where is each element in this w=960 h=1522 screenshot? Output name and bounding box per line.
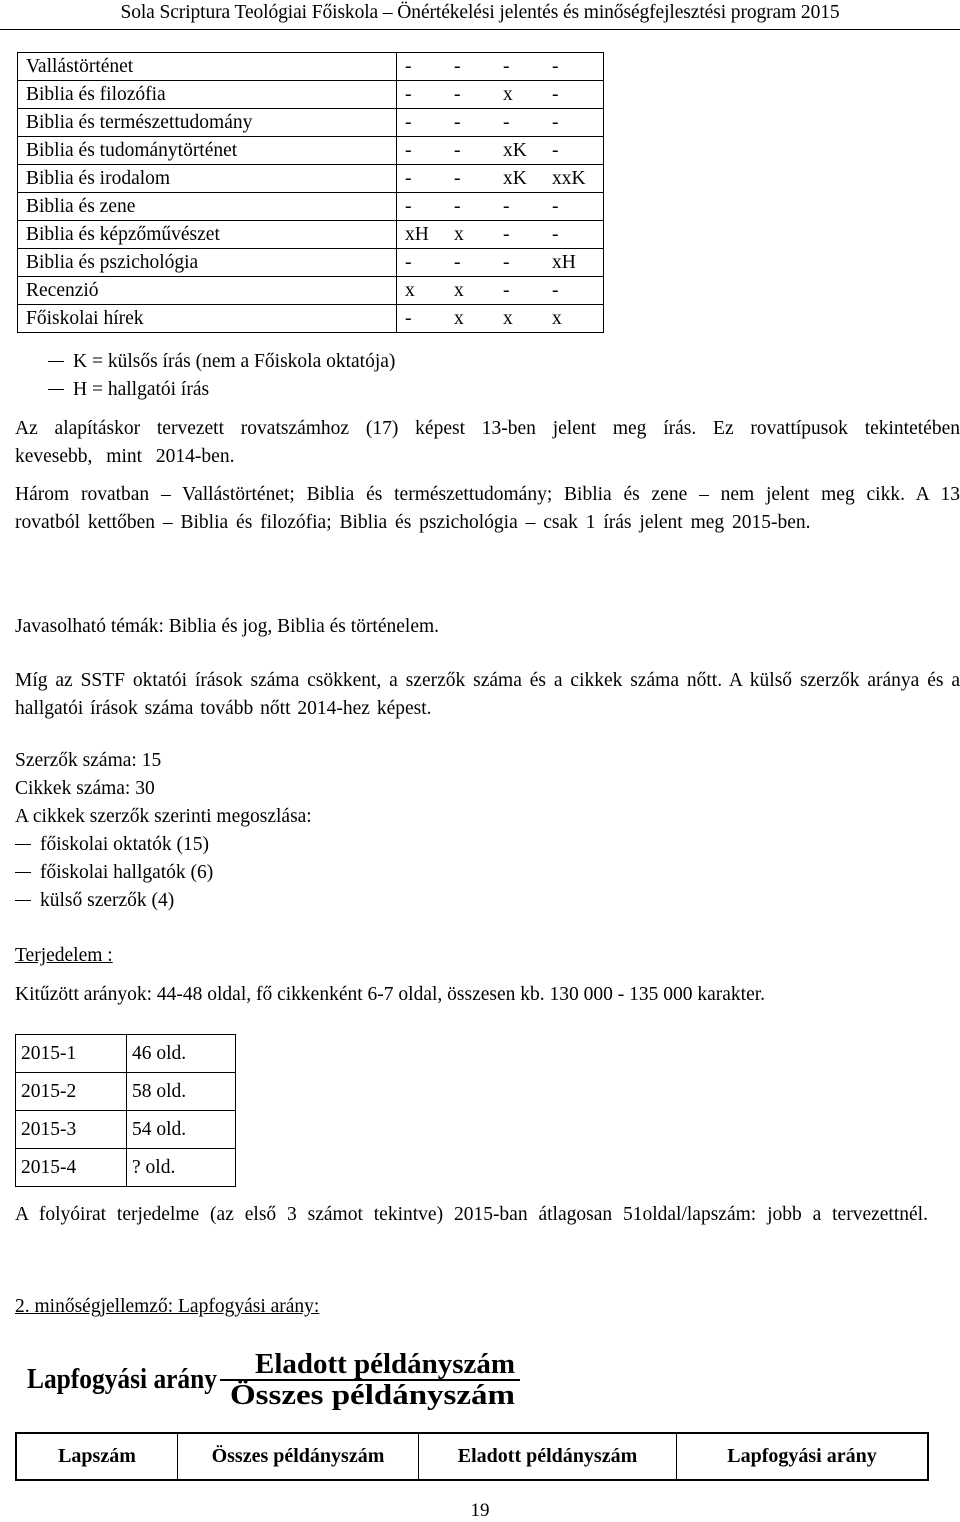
distribution-item: főiskolai hallgatók (6)	[15, 859, 213, 887]
ratio-formula	[25, 1352, 525, 1412]
issue-mark: -	[503, 56, 510, 77]
paragraph-volume-summary: A folyóirat terjedelme (az első 3 számot tekintve) 2015-ban átlagosan 51oldal/lapszám: jobb a tervezettnél.	[15, 1204, 928, 1225]
issue-mark: -	[552, 56, 559, 77]
issue-mark: -	[503, 252, 510, 273]
issue-mark: -	[405, 140, 412, 161]
formula-left: Lapfogyási arány	[27, 1364, 217, 1395]
table-row	[18, 277, 604, 305]
issue-mark: -	[405, 168, 412, 189]
issue-mark: -	[503, 196, 510, 217]
rovat-name: Biblia és filozófia	[18, 81, 397, 109]
issue-mark: -	[552, 112, 559, 133]
dash-icon	[15, 872, 31, 874]
column-header: Lapszám	[16, 1433, 178, 1480]
issue-mark: -	[405, 112, 412, 133]
paragraph-authors-change: Míg az SSTF oktatói írások száma csökkent, a szerzők száma és a cikkek száma nőtt. A külső szerzők aránya és a hallgatói írások száma tovább nőtt 2014-hez képest.	[15, 670, 960, 719]
issue-mark: x	[503, 84, 513, 105]
rovat-marks	[397, 81, 604, 109]
issue-mark: -	[503, 112, 510, 133]
issue-mark: -	[552, 84, 559, 105]
formula-numerator: Eladott példányszám	[255, 1352, 515, 1380]
issue-mark: xH	[405, 224, 429, 245]
issue-mark: -	[454, 56, 461, 77]
pages-cell: ? old.	[127, 1149, 236, 1187]
dash-icon	[48, 361, 64, 363]
issue-mark: -	[552, 280, 559, 301]
paragraph-suggested-topics: Javasolható témák: Biblia és jog, Biblia és történelem.	[15, 616, 440, 637]
table-row	[18, 109, 604, 137]
table-row	[16, 1111, 236, 1149]
issue-mark: -	[552, 140, 559, 161]
issue-mark: xH	[552, 252, 576, 273]
issue-cell: 2015-2	[16, 1073, 127, 1111]
paragraph-rovat-count: Az alapításkor tervezett rovatszámhoz (17) képest 13-ben jelent meg írás. Ez rovattípusok tekintetében kevesebb, mint 2014-ben.	[15, 418, 960, 467]
rovat-name: Biblia és tudománytörténet	[18, 137, 397, 165]
issue-mark: xK	[503, 168, 527, 189]
lapfogyas-table	[15, 1432, 929, 1481]
pages-cell: 46 old.	[127, 1035, 236, 1073]
dash-icon	[48, 389, 64, 391]
issue-cell: 2015-3	[16, 1111, 127, 1149]
legend-item-h: H = hallgatói írás	[48, 376, 395, 404]
rovat-marks	[397, 277, 604, 305]
issue-mark: -	[454, 196, 461, 217]
rovat-name: Főiskolai hírek	[18, 305, 397, 333]
rovat-marks	[397, 137, 604, 165]
column-header: Összes példányszám	[178, 1433, 419, 1480]
issue-mark: -	[405, 308, 412, 329]
rovat-name: Recenzió	[18, 277, 397, 305]
target-ratios: Kitűzött arányok: 44-48 oldal, fő cikkenként 6-7 oldal, összesen kb. 130 000 - 135 000 karakter.	[15, 984, 766, 1005]
pages-cell: 54 old.	[127, 1111, 236, 1149]
issue-mark: -	[503, 280, 510, 301]
issue-mark: -	[454, 112, 461, 133]
issue-mark: -	[454, 84, 461, 105]
table-row	[18, 221, 604, 249]
table-row	[18, 305, 604, 333]
table-row	[18, 53, 604, 81]
issue-mark: -	[405, 196, 412, 217]
terjedelem-heading: Terjedelem :	[15, 945, 113, 966]
distribution-item: külső szerzők (4)	[15, 887, 174, 915]
issue-mark: -	[405, 252, 412, 273]
issue-cell: 2015-4	[16, 1149, 127, 1187]
table-row	[16, 1073, 236, 1111]
issue-mark: x	[552, 308, 562, 329]
issue-mark: -	[454, 168, 461, 189]
issue-mark: -	[552, 196, 559, 217]
rovat-table	[17, 52, 604, 333]
distribution-title: A cikkek szerzők szerinti megoszlása:	[15, 806, 312, 827]
rovat-name: Vallástörténet	[18, 53, 397, 81]
quality-heading: 2. minőségjellemző: Lapfogyási arány:	[15, 1296, 320, 1317]
issue-mark: x	[503, 308, 513, 329]
issue-mark: x	[405, 280, 415, 301]
page-header: Sola Scriptura Teológiai Főiskola – Önértékelési jelentés és minőségfejlesztési program 2015	[0, 2, 960, 30]
rovat-marks	[397, 165, 604, 193]
table-row	[18, 81, 604, 109]
table-row	[16, 1035, 236, 1073]
table-row	[18, 193, 604, 221]
distribution-item: főiskolai oktatók (15)	[15, 831, 209, 859]
issue-cell: 2015-1	[16, 1035, 127, 1073]
issue-mark: x	[454, 308, 464, 329]
volume-table	[15, 1034, 236, 1187]
rovat-name: Biblia és természettudomány	[18, 109, 397, 137]
legend	[48, 348, 395, 404]
issue-mark: -	[454, 140, 461, 161]
issue-mark: -	[503, 224, 510, 245]
issue-mark: xxK	[552, 168, 586, 189]
rovat-marks	[397, 221, 604, 249]
rovat-marks	[397, 305, 604, 333]
rovat-name: Biblia és pszichológia	[18, 249, 397, 277]
issue-mark: -	[405, 56, 412, 77]
pages-cell: 58 old.	[127, 1073, 236, 1111]
table-row	[18, 165, 604, 193]
column-header: Eladott példányszám	[419, 1433, 677, 1480]
legend-item-k: K = külsős írás (nem a Főiskola oktatója)	[48, 348, 395, 376]
rovat-name: Biblia és zene	[18, 193, 397, 221]
rovat-marks	[397, 53, 604, 81]
issue-mark: -	[552, 224, 559, 245]
dash-icon	[15, 844, 31, 846]
authors-count: Szerzők száma: 15	[15, 750, 162, 771]
column-header: Lapfogyási arány	[677, 1433, 929, 1480]
issue-mark: x	[454, 280, 464, 301]
rovat-name: Biblia és képzőművészet	[18, 221, 397, 249]
issue-mark: -	[454, 252, 461, 273]
rovat-name: Biblia és irodalom	[18, 165, 397, 193]
issue-mark: -	[405, 84, 412, 105]
rovat-marks	[397, 249, 604, 277]
table-row	[18, 137, 604, 165]
rovat-marks	[397, 193, 604, 221]
issue-mark: x	[454, 224, 464, 245]
table-row	[18, 249, 604, 277]
articles-count: Cikkek száma: 30	[15, 778, 155, 799]
issue-mark: xK	[503, 140, 527, 161]
rovat-marks	[397, 109, 604, 137]
dash-icon	[15, 900, 31, 902]
table-row	[16, 1149, 236, 1187]
paragraph-missing-rovat: Három rovatban – Vallástörténet; Biblia és természettudomány; Biblia és zene – nem jelent meg cikk. A 13 rovatból kettőben – Biblia és filozófia; Biblia és pszichológia – csak 1 írás jelent meg 2015-ben.	[15, 484, 960, 533]
page-number: 19	[470, 1500, 490, 1521]
formula-denominator: Összes példányszám	[230, 1380, 515, 1411]
